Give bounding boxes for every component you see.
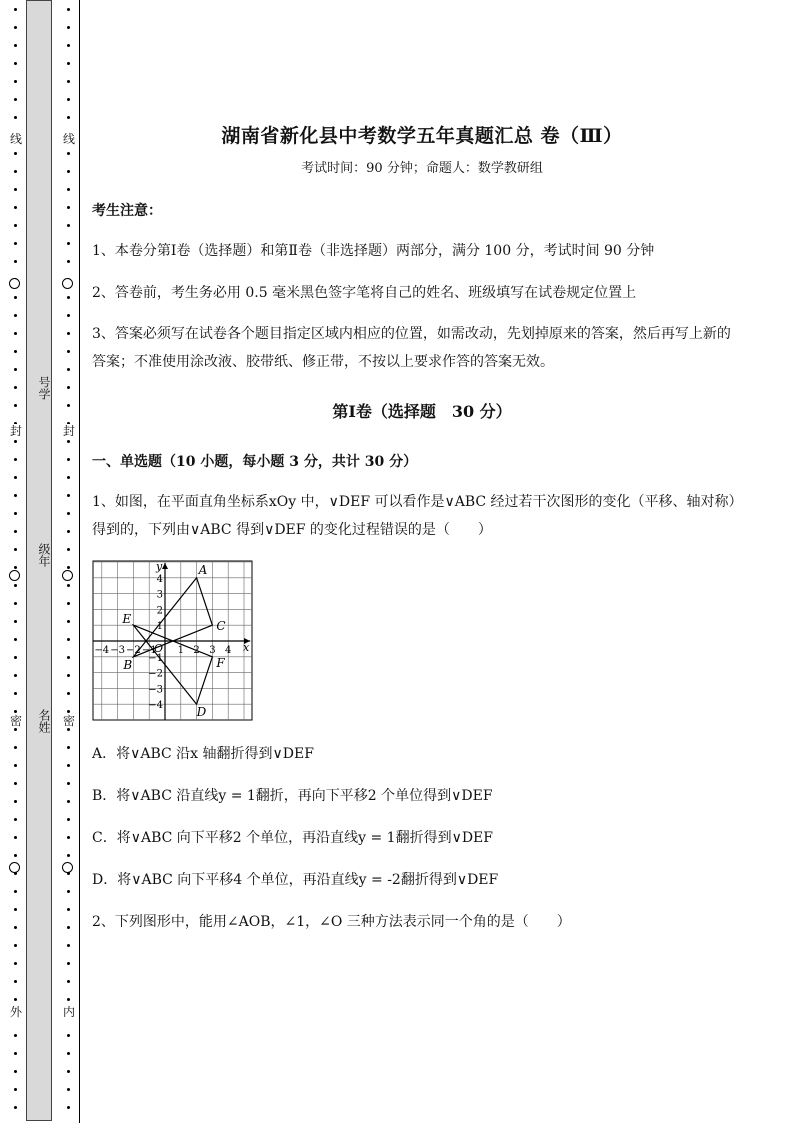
seal-dot <box>14 8 17 11</box>
seal-dot <box>67 242 70 245</box>
seal-dot <box>67 692 70 695</box>
seal-dot <box>67 818 70 821</box>
seal-dot <box>14 638 17 641</box>
seal-circle <box>9 862 20 873</box>
seal-dot <box>14 728 17 731</box>
seal-circle <box>9 278 20 289</box>
option-d: D．将∨ABC 向下平移4 个单位，再沿直线y = -2翻折得到∨DEF <box>92 872 499 888</box>
exam-info: 考试时间：90 分钟；命题人：数学教研组 <box>301 161 543 176</box>
seal-dot <box>14 548 17 551</box>
seal-dot <box>14 260 17 263</box>
y-tick-label: 2 <box>156 605 163 617</box>
y-tick-label: −2 <box>148 668 163 680</box>
y-tick-label: −1 <box>148 652 163 664</box>
seal-dot <box>14 656 17 659</box>
question-1-stem: 1、如图，在平面直角坐标系xOy 中，∨DEF 可以看作是∨ABC 经过若干次图形的变化（平移、轴对称）得到的，下列由∨ABC 得到∨DEF 的变化过程错误的是（ ） <box>92 494 743 538</box>
seal-dot <box>14 296 17 299</box>
seal-dot <box>67 80 70 83</box>
seal-mark: 密 <box>60 714 78 728</box>
seal-dot <box>67 512 70 515</box>
seal-dot <box>67 746 70 749</box>
notice-item-1: 1、本卷分第Ⅰ卷（选择题）和第Ⅱ卷（非选择题）两部分，满分 100 分，考试时间 90 分钟 <box>92 243 655 259</box>
seal-dot <box>14 98 17 101</box>
seal-dot <box>14 224 17 227</box>
seal-dot <box>67 404 70 407</box>
seal-dot <box>14 440 17 443</box>
seal-dot <box>67 710 70 713</box>
x-tick-label: −2 <box>126 645 141 656</box>
seal-mark: 内 <box>60 1005 78 1019</box>
notice-heading: 考生注意： <box>92 203 162 219</box>
seal-dot <box>14 566 17 569</box>
question-2-stem: 2、下列图形中，能用∠AOB，∠1，∠O 三种方法表示同一个角的是（ ） <box>92 914 571 930</box>
point-label-e: E <box>122 612 132 627</box>
x-tick-label: 4 <box>225 645 232 656</box>
seal-dot <box>67 206 70 209</box>
seal-dot <box>67 836 70 839</box>
seal-dot <box>14 746 17 749</box>
origin-label: O <box>154 642 164 655</box>
seal-dot <box>14 710 17 713</box>
seal-circle <box>9 570 20 581</box>
seal-dot <box>67 584 70 587</box>
x-tick-label: 2 <box>193 645 200 656</box>
seal-dot <box>67 782 70 785</box>
x-tick-label: −1 <box>141 645 157 656</box>
option-c: C．将∨ABC 向下平移2 个单位，再沿直线y = 1翻折得到∨DEF <box>92 830 493 846</box>
seal-dot <box>67 476 70 479</box>
seal-dot <box>14 764 17 767</box>
x-tick-label: −4 <box>94 645 110 656</box>
seal-dot <box>67 620 70 623</box>
seal-dot <box>67 1088 70 1091</box>
seal-mark: 封 <box>60 424 78 438</box>
seal-dot <box>67 962 70 965</box>
seal-mark: 密 <box>7 714 25 728</box>
section-title: 第Ⅰ卷（选择题 30 分） <box>332 402 512 421</box>
seal-dot <box>14 998 17 1001</box>
seal-dot <box>14 1070 17 1073</box>
seal-dot <box>14 242 17 245</box>
seal-dot <box>14 350 17 353</box>
seal-dot <box>14 458 17 461</box>
x-tick-label: −3 <box>110 645 125 656</box>
seal-dot <box>67 1034 70 1037</box>
seal-mark: 线 <box>60 132 78 146</box>
seal-dot <box>67 1052 70 1055</box>
margin-divider <box>79 0 80 1123</box>
seal-dot <box>67 530 70 533</box>
x-axis-label: x <box>243 641 250 654</box>
seal-dot <box>14 332 17 335</box>
x-tick-label: 3 <box>209 645 216 656</box>
seal-dot <box>67 764 70 767</box>
seal-dot <box>14 890 17 893</box>
seal-dot <box>67 494 70 497</box>
seal-dot <box>67 926 70 929</box>
seal-dot <box>14 944 17 947</box>
band-label-number: 号学 <box>37 376 51 400</box>
y-axis-label: y <box>156 560 163 573</box>
seal-dot <box>14 836 17 839</box>
seal-dot <box>67 980 70 983</box>
seal-dot <box>14 170 17 173</box>
part-heading: 一、单选题（10 小题，每小题 3 分，共计 30 分） <box>92 454 418 470</box>
seal-dot <box>67 908 70 911</box>
seal-dot <box>14 602 17 605</box>
seal-dot <box>67 44 70 47</box>
seal-dot <box>14 386 17 389</box>
seal-dot <box>14 314 17 317</box>
coordinate-figure <box>92 560 254 722</box>
seal-dot <box>14 584 17 587</box>
seal-dot <box>67 440 70 443</box>
seal-dot <box>67 458 70 461</box>
seal-dot <box>67 674 70 677</box>
seal-dot <box>14 368 17 371</box>
seal-dot <box>14 908 17 911</box>
seal-dot <box>67 602 70 605</box>
y-tick-label: −4 <box>148 700 163 712</box>
seal-dot <box>14 44 17 47</box>
point-label-d: D <box>196 705 207 720</box>
seal-dot <box>67 656 70 659</box>
point-label-a: A <box>198 562 208 577</box>
seal-dot <box>67 548 70 551</box>
point-label-c: C <box>216 619 226 634</box>
seal-dot <box>67 998 70 1001</box>
seal-dot <box>67 1106 70 1109</box>
seal-dot <box>14 404 17 407</box>
seal-dot <box>14 926 17 929</box>
y-axis-arrow <box>162 563 168 569</box>
option-b: B．将∨ABC 沿直线y = 1翻折，再向下平移2 个单位得到∨DEF <box>92 788 493 804</box>
seal-dot <box>14 512 17 515</box>
y-tick-label: −3 <box>148 684 163 696</box>
seal-dot <box>67 800 70 803</box>
seal-dot <box>67 728 70 731</box>
seal-dot <box>14 854 17 857</box>
seal-dot <box>14 692 17 695</box>
seal-dot <box>14 1052 17 1055</box>
seal-dot <box>14 206 17 209</box>
notice-item-3: 3、答案必须写在试卷各个题目指定区域内相应的位置，如需改动，先划掉原来的答案，然后再写上新的答案；不准使用涂改液、胶带纸、修正带，不按以上要求作答的答案无效。 <box>92 326 731 370</box>
seal-dot <box>14 800 17 803</box>
page-title: 湖南省新化县中考数学五年真题汇总 卷（Ⅲ） <box>221 125 623 147</box>
seal-dot <box>67 152 70 155</box>
y-tick-label: 3 <box>156 589 163 601</box>
seal-dot <box>67 1070 70 1073</box>
seal-dot <box>67 188 70 191</box>
seal-dot <box>14 1034 17 1037</box>
seal-dot <box>14 674 17 677</box>
seal-dot <box>67 314 70 317</box>
seal-dot <box>14 1088 17 1091</box>
seal-dot <box>67 98 70 101</box>
seal-dot <box>14 116 17 119</box>
seal-circle <box>62 278 73 289</box>
seal-line-inner <box>62 0 76 1123</box>
seal-dot <box>67 260 70 263</box>
seal-dot <box>14 962 17 965</box>
seal-mark: 线 <box>7 132 25 146</box>
x-tick-label: 1 <box>177 645 184 656</box>
seal-dot <box>14 782 17 785</box>
seal-dot <box>67 224 70 227</box>
seal-dot <box>67 8 70 11</box>
seal-dot <box>14 530 17 533</box>
seal-dot <box>67 890 70 893</box>
seal-dot <box>14 980 17 983</box>
triangle-def <box>133 625 212 704</box>
seal-dot <box>14 26 17 29</box>
notice-item-2: 2、答卷前，考生务必用 0.5 毫米黑色签字笔将自己的姓名、班级填写在试卷规定位置上 <box>92 285 637 301</box>
seal-line-outer <box>9 0 23 1123</box>
seal-mark: 外 <box>7 1005 25 1019</box>
seal-dot <box>67 854 70 857</box>
seal-dot <box>14 62 17 65</box>
y-tick-label: 1 <box>156 621 163 633</box>
seal-dot <box>14 152 17 155</box>
seal-dot <box>67 116 70 119</box>
seal-dot <box>14 476 17 479</box>
seal-dot <box>67 170 70 173</box>
seal-dot <box>67 296 70 299</box>
seal-dot <box>14 80 17 83</box>
seal-dot <box>14 1106 17 1109</box>
seal-dot <box>67 386 70 389</box>
band-label-name: 名姓 <box>37 709 51 733</box>
seal-dot <box>67 638 70 641</box>
seal-dot <box>67 350 70 353</box>
point-label-f: F <box>216 655 225 670</box>
seal-dot <box>14 620 17 623</box>
seal-dot <box>67 332 70 335</box>
seal-dot <box>14 818 17 821</box>
seal-dot <box>14 188 17 191</box>
point-label-b: B <box>123 657 133 672</box>
seal-mark: 封 <box>7 424 25 438</box>
seal-dot <box>67 26 70 29</box>
option-a: A．将∨ABC 沿x 轴翻折得到∨DEF <box>92 746 314 762</box>
binding-margin <box>0 0 85 1123</box>
band-label-grade: 级年 <box>37 543 51 567</box>
seal-circle <box>62 862 73 873</box>
seal-dot <box>67 566 70 569</box>
seal-dot <box>67 944 70 947</box>
seal-circle <box>62 570 73 581</box>
seal-dot <box>14 494 17 497</box>
seal-dot <box>67 62 70 65</box>
y-tick-label: 4 <box>156 573 163 585</box>
seal-dot <box>67 368 70 371</box>
